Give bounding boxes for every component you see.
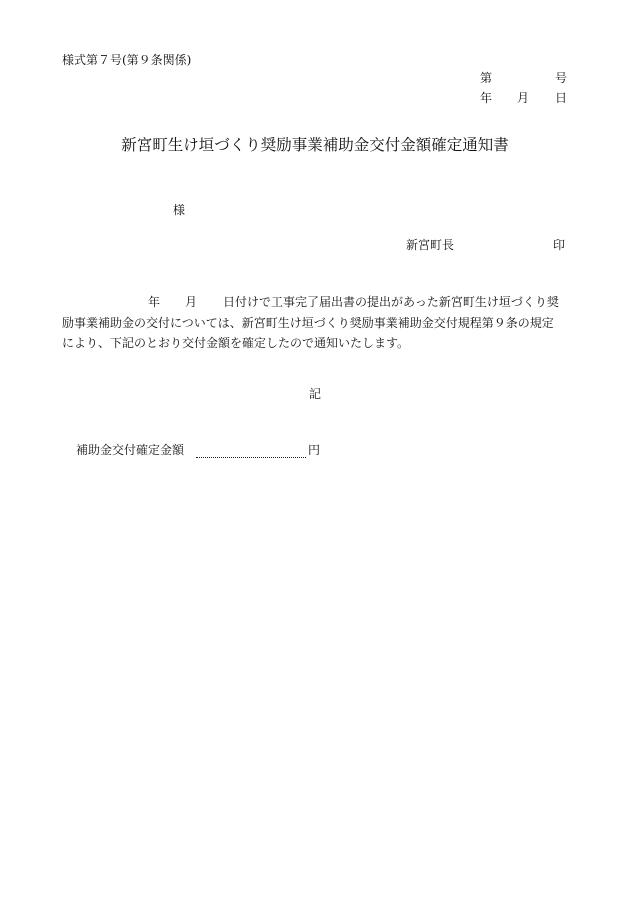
doc-date-year: 年 bbox=[480, 91, 493, 105]
ki-heading: 記 bbox=[308, 387, 321, 401]
notice-body bbox=[62, 292, 574, 354]
form-number: 様式第７号(第９条関係) bbox=[62, 53, 192, 67]
doc-number-prefix: 第 bbox=[480, 71, 493, 85]
issuer-name: 新宮町長 bbox=[406, 238, 455, 252]
doc-date-day: 日 bbox=[555, 91, 568, 105]
document-title: 新宮町生け垣づくり奨励事業補助金交付金額確定通知書 bbox=[121, 136, 509, 154]
doc-date-month: 月 bbox=[517, 91, 530, 105]
amount-label: 補助金交付確定金額 bbox=[76, 443, 185, 457]
body-line-1 bbox=[62, 292, 574, 313]
seal-mark: 印 bbox=[553, 238, 566, 252]
body-line-2: 励事業補助金の交付については、新宮町生け垣づくり奨励事業補助金交付規程第９条の規定 bbox=[62, 315, 554, 330]
addressee-suffix: 様 bbox=[173, 203, 186, 217]
amount-row bbox=[76, 441, 320, 458]
doc-number-suffix: 号 bbox=[555, 71, 568, 85]
body-month: 月 bbox=[185, 295, 198, 309]
amount-blank-line bbox=[196, 445, 306, 458]
body-year: 年 bbox=[148, 295, 161, 309]
body-line-1-text: 日付けで工事完了届出書の提出があった新宮町生け垣づくり奨 bbox=[223, 295, 559, 309]
amount-unit: 円 bbox=[308, 443, 321, 457]
body-line-3: により、下記のとおり交付金額を確定したので通知いたします。 bbox=[62, 336, 410, 350]
